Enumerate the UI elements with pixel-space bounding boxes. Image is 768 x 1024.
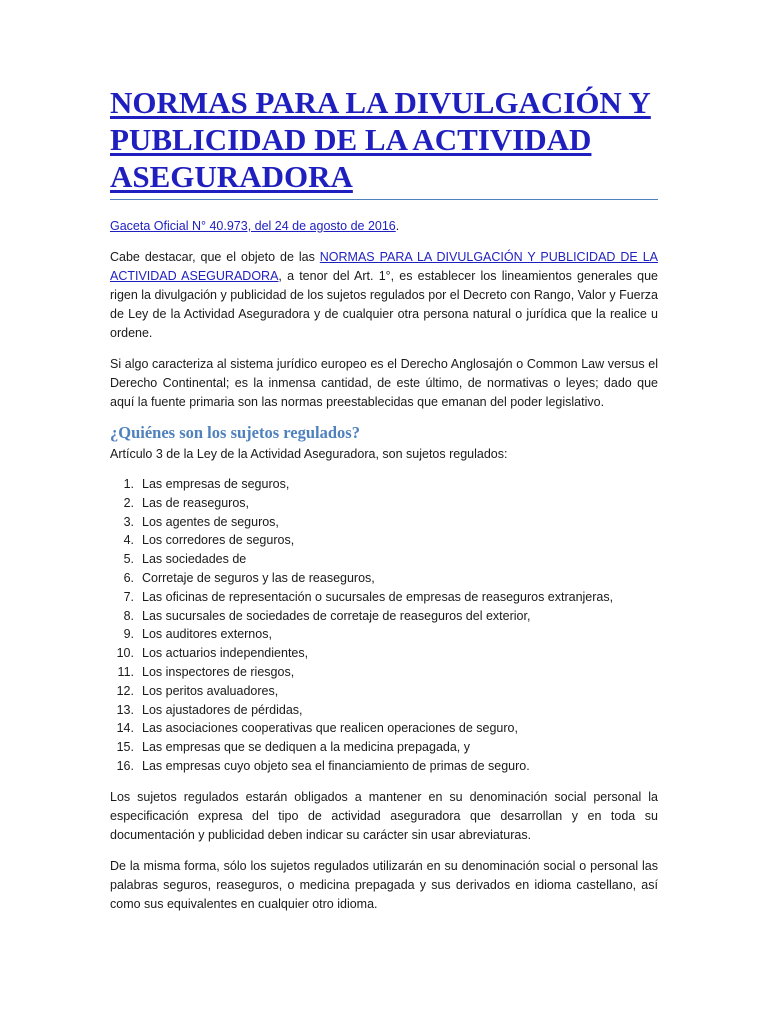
list-item [110,663,658,682]
list-item [110,513,658,532]
section-heading-regulated-subjects: ¿Quiénes son los sujetos regulados? [110,423,360,442]
paragraph-exclusive-words: De la misma forma, sólo los sujetos regulados utilizarán en su denominación social o personal las palabras seguros, reaseguros, o medicina prepagada y sus derivados en idioma castellano, así como sus equivalentes en cualquier otro idioma. [110,858,658,911]
list-item [110,719,658,738]
list-item-number: 13. [116,702,134,717]
list-item-text: Las oficinas de representación o sucursales de empresas de reaseguros extranjeras, [142,589,614,604]
paragraph-object [110,248,658,343]
paragraph-object-prefix: Cabe destacar, que el objeto de las [110,250,320,264]
list-item-number: 4. [123,533,134,548]
list-item-text: Las empresas de seguros, [142,477,290,491]
list-item-number: 2. [123,495,134,510]
list-item-number: 5. [123,552,134,567]
regulated-subjects-list [110,475,658,776]
list-item-number: 3. [123,514,134,529]
list-item-text: Corretaje de seguros y las de reaseguros, [142,570,375,585]
list-item [110,625,658,644]
norms-link[interactable]: NORMAS PARA LA DIVULGACIÓN Y PUBLICIDAD DE LA ACTIVIDAD ASEGURADORA [110,250,658,283]
list-item-number: 12. [116,683,134,698]
list-item-text: Las empresas cuyo objeto sea el financiamiento de primas de seguro. [142,758,530,773]
list-item-number: 6. [123,570,134,585]
list-item-text: Los actuarios independientes, [142,646,309,661]
list-item-text: Las asociaciones cooperativas que realicen operaciones de seguro, [142,721,518,736]
list-item-text: Las empresas que se dediquen a la medicina prepagada, y [142,740,470,755]
paragraph-legal-system: Si algo caracteriza al sistema jurídico europeo es el Derecho Anglosajón o Common Law versus el Derecho Continental; es la inmensa cantidad, de este último, de normativas o leyes; dado que aquí la fuente primaria son las normas preestablecidas que emanan del poder legislativo. [110,357,658,409]
list-item-text: Los ajustadores de pérdidas, [142,702,303,717]
list-item-text: Los peritos avaluadores, [142,683,279,698]
paragraph-denomination: Los sujetos regulados estarán obligados a mantener en su denominación social personal la especificación expresa del tipo de actividad aseguradora que desarrollan y en toda su documentación y publicidad deben indicar su carácter sin usar abreviaturas. [110,789,658,842]
list-item [110,644,658,663]
list-item-text: Las de reaseguros, [142,495,250,510]
list-item [110,550,658,569]
list-item [110,475,658,494]
list-item-number: 16. [116,758,134,773]
list-item-number: 1. [123,477,134,491]
list-item [110,757,658,776]
list-item-number: 7. [123,589,134,604]
list-intro: Artículo 3 de la Ley de la Actividad Aseguradora, son sujetos regulados: [110,447,508,461]
list-item [110,607,658,626]
list-item-text: Los auditores externos, [142,627,272,642]
document-title: NORMAS PARA LA DIVULGACIÓN Y PUBLICIDAD DE LA ACTIVIDAD ASEGURADORA [110,84,658,200]
list-item [110,531,658,550]
list-item-number: 10. [116,646,134,661]
gazette-link[interactable]: Gaceta Oficial N° 40.973, del 24 de agosto de 2016 [110,219,396,233]
list-item-number: 9. [123,627,134,642]
source-suffix: . [395,219,400,233]
list-item-number: 11. [117,664,134,679]
list-item-text: Las sucursales de sociedades de corretaje de reaseguros del exterior, [142,608,531,623]
list-item-text: Los corredores de seguros, [142,533,295,548]
list-item [110,738,658,757]
list-item-text: Los agentes de seguros, [142,514,279,529]
list-item-number: 14. [116,721,134,736]
list-item-number: 15. [116,740,134,755]
list-item [110,494,658,513]
list-item-text: Los inspectores de riesgos, [142,664,295,679]
list-item [110,682,658,701]
document-page [110,84,658,914]
list-item-number: 8. [123,608,134,623]
paragraph-object-suffix: , a tenor del Art. 1°, es establecer los lineamientos generales que rigen la divulgación y publicidad de los sujetos regulados por el Decreto con Rango, Valor y Fuerza de Ley de la Actividad Aseguradora y de cualquier otra persona natural o jurídica que la realice u ordene. [110,269,658,340]
list-item [110,701,658,720]
source-line [110,217,658,236]
list-item [110,588,658,607]
list-item [110,569,658,588]
list-item-text: Las sociedades de [142,552,247,567]
